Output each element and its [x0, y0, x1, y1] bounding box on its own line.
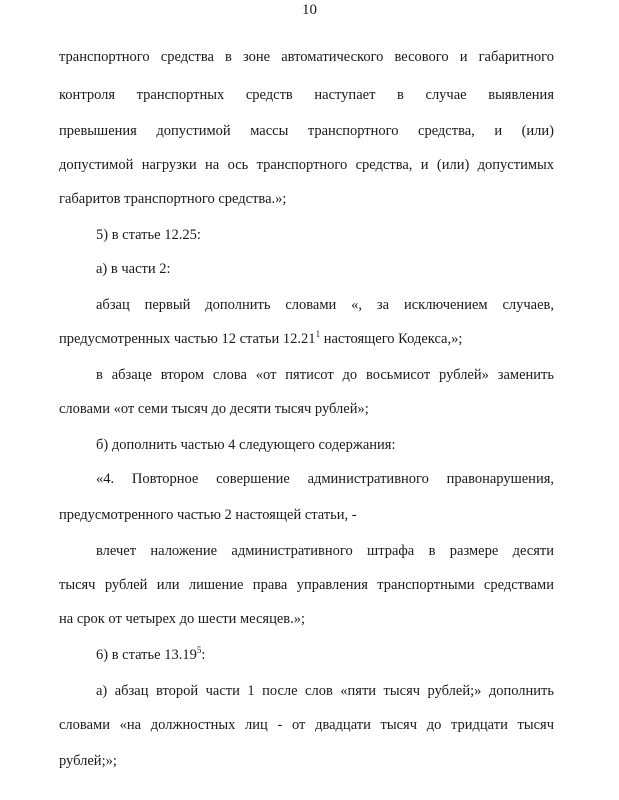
text-line: словами «на должностных лиц - от двадцати тысяч до тридцати тысяч	[59, 717, 554, 733]
text-line: «4. Повторное совершение административного правонарушения,	[96, 471, 554, 487]
text-segment: настоящего Кодекса,»;	[320, 331, 463, 347]
text-line: тысяч рублей или лишение права управления транспортными средствами	[59, 577, 554, 593]
text-line: в абзаце втором слова «от пятисот до восьмисот рублей» заменить	[96, 367, 554, 383]
footnote-ref: 1	[315, 329, 321, 339]
text-line: транспортного средства в зоне автоматического весового и габаритного	[59, 49, 554, 65]
footnote-ref: 5	[196, 645, 202, 655]
text-line-with-footnote	[96, 646, 554, 664]
text-line: 5) в статье 12.25:	[96, 227, 201, 243]
text-line-with-footnote	[59, 330, 554, 348]
text-line: габаритов транспортного средства.»;	[59, 191, 287, 207]
text-line: б) дополнить частью 4 следующего содержания:	[96, 437, 396, 453]
page-number: 10	[302, 2, 317, 18]
text-segment: предусмотренных частью 12 статьи 12.21	[59, 331, 316, 347]
text-line: рублей;»;	[59, 753, 117, 769]
text-line: словами «от семи тысяч до десяти тысяч рублей»;	[59, 401, 369, 417]
text-line: допустимой нагрузки на ось транспортного средства, и (или) допустимых	[59, 157, 554, 173]
text-line: а) абзац второй части 1 после слов «пяти тысяч рублей;» дополнить	[96, 683, 554, 699]
text-line: а) в части 2:	[96, 261, 171, 277]
text-segment: :	[201, 647, 206, 663]
text-line: контроля транспортных средств наступает в случае выявления	[59, 87, 554, 103]
text-line: абзац первый дополнить словами «, за исключением случаев,	[96, 297, 554, 313]
text-line: превышения допустимой массы транспортного средства, и (или)	[59, 123, 554, 139]
text-line: на срок от четырех до шести месяцев.»;	[59, 611, 306, 627]
text-line: влечет наложение административного штрафа в размере десяти	[96, 543, 554, 559]
text-segment: 6) в статье 13.19	[96, 647, 197, 663]
text-line: предусмотренного частью 2 настоящей статьи, -	[59, 507, 357, 523]
